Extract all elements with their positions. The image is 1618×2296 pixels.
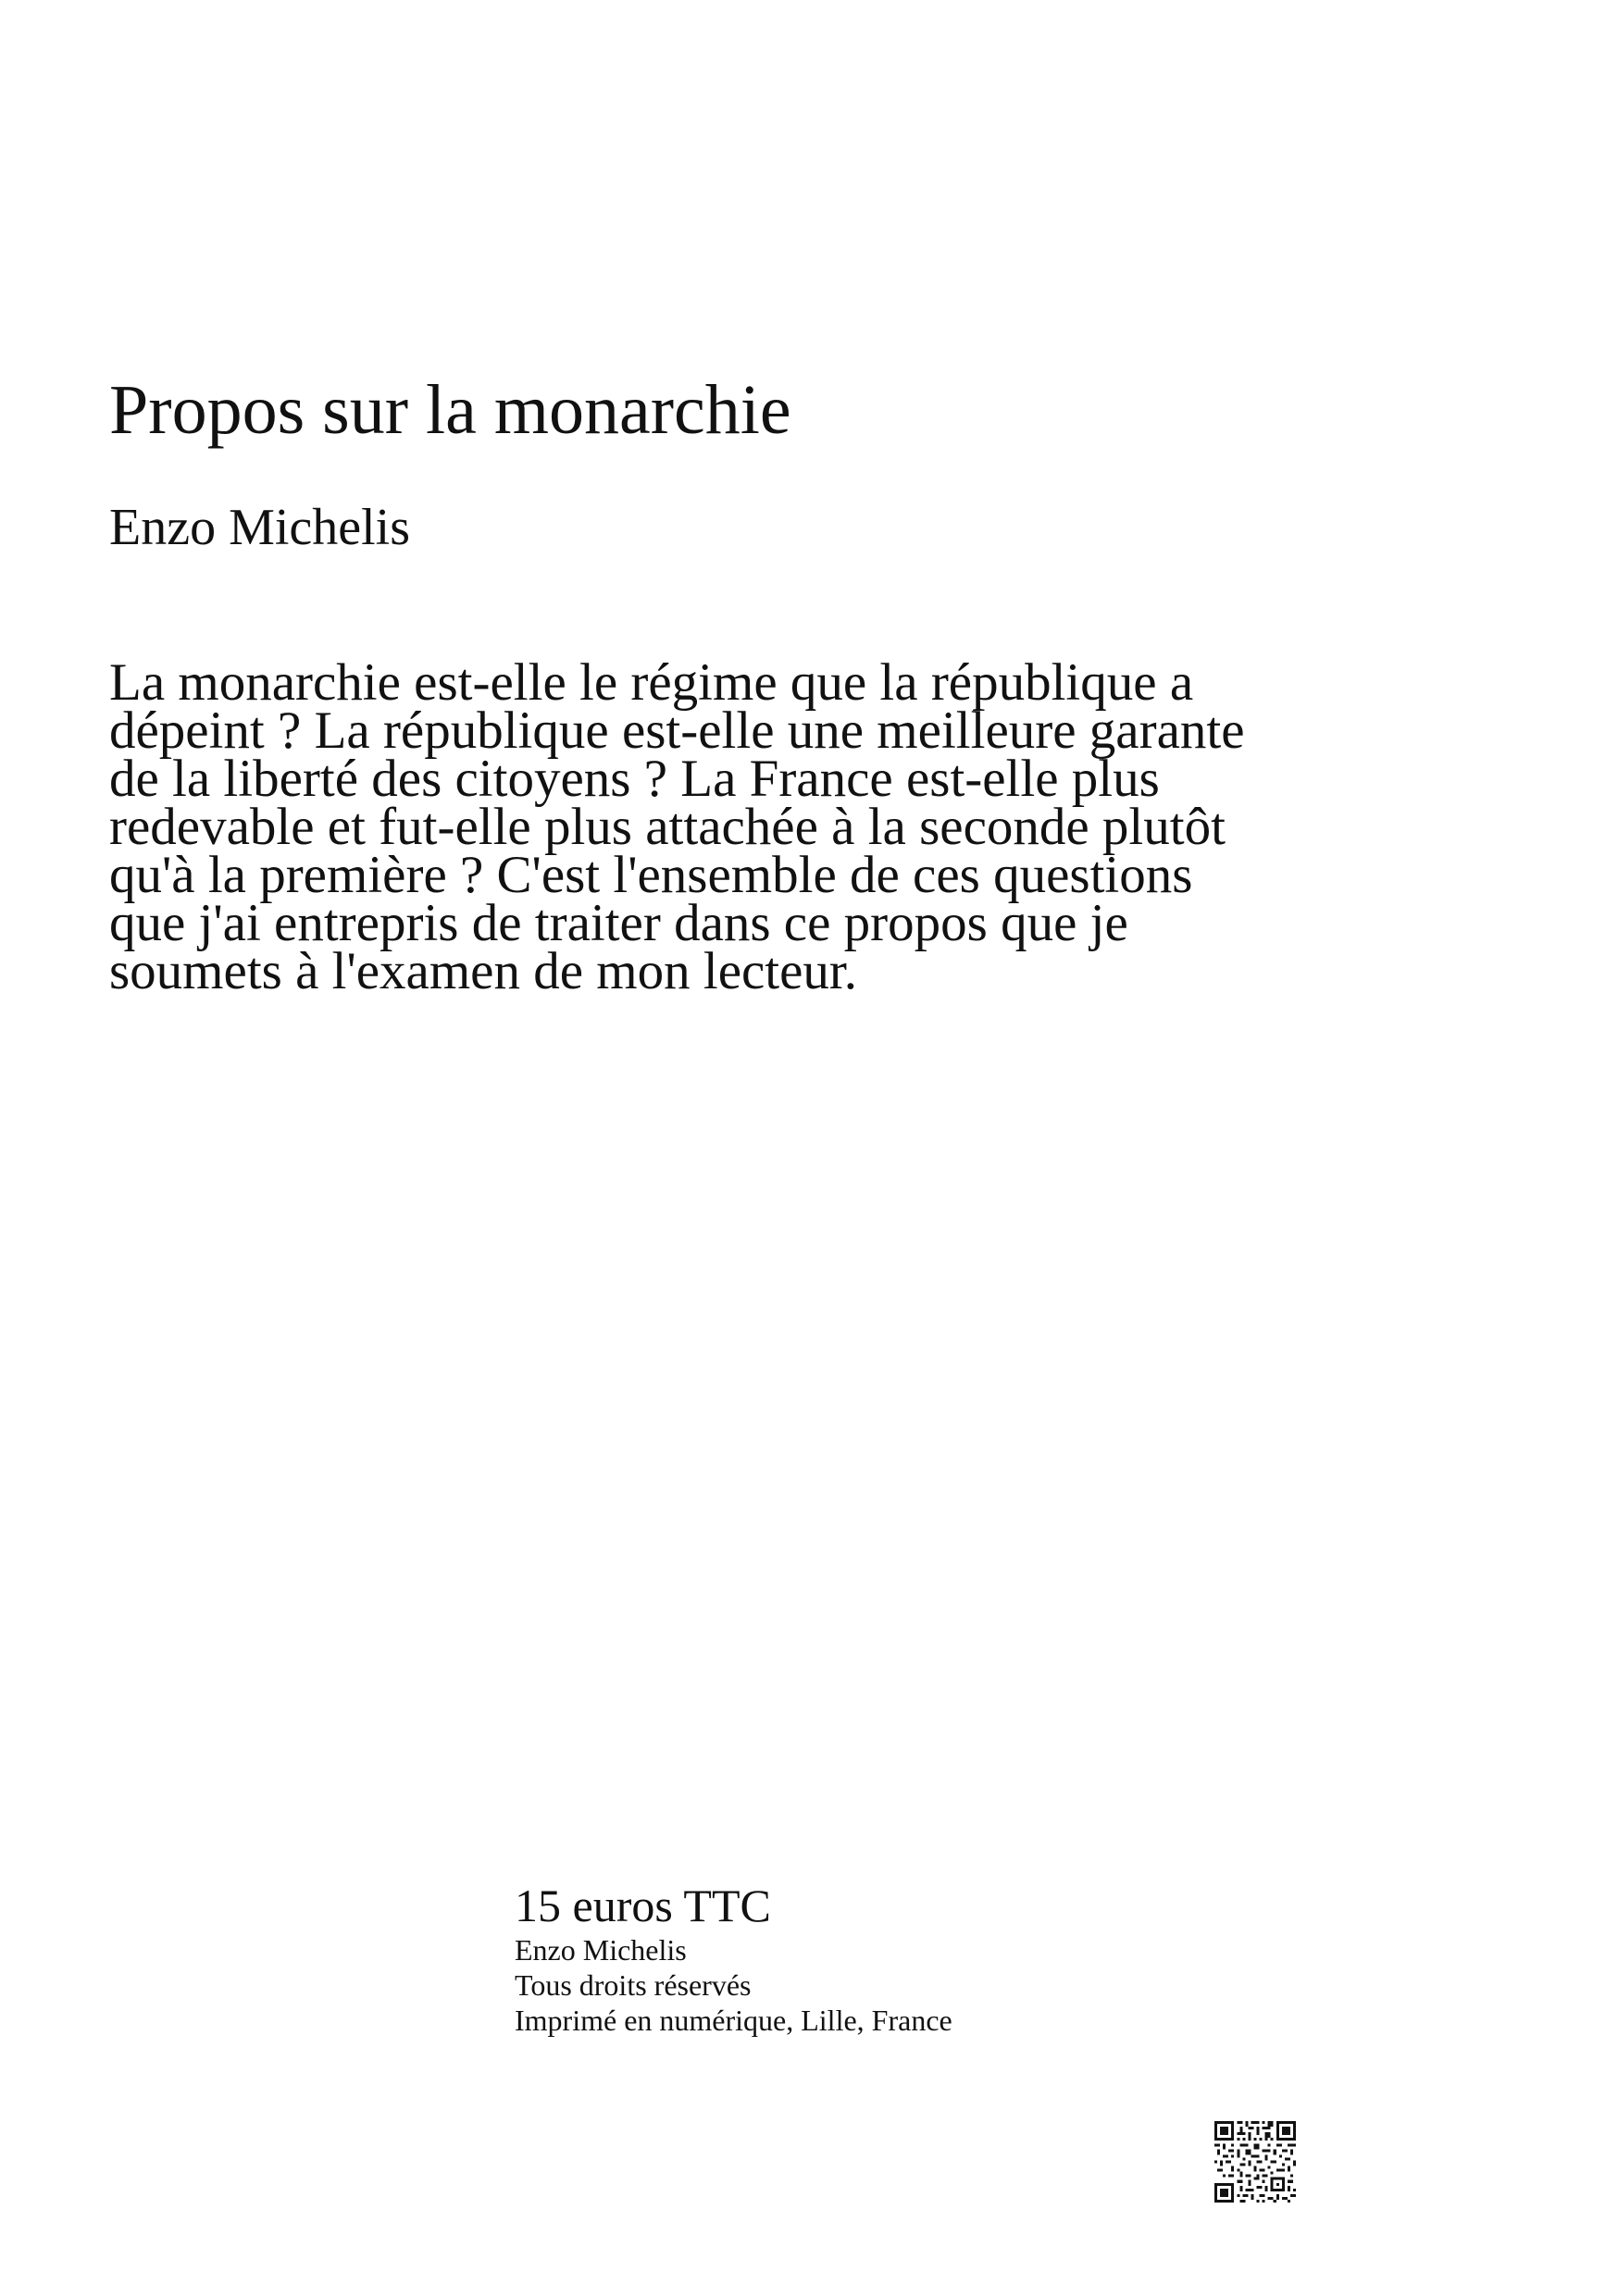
- book-title: Propos sur la monarchie: [109, 371, 791, 449]
- price-label: 15 euros TTC: [515, 1880, 771, 1931]
- author-name: Enzo Michelis: [109, 499, 411, 556]
- publisher-name: Enzo Michelis: [515, 1933, 687, 1967]
- qr-code-icon: [1214, 2121, 1296, 2203]
- book-summary: La monarchie est-elle le régime que la république a dépeint ? La république est-elle une meilleure garante de la liberté des citoyens ? La France est-elle plus redevable et fut-elle plus attachée à la seconde plutôt qu'à la première ? C'est l'ensemble de ces questions que j'ai entrepris de traiter dans ce propos que je soumets à l'examen de mon lecteur.: [109, 653, 1245, 1000]
- printing-location: Imprimé en numérique, Lille, France: [515, 2004, 952, 2037]
- rights-notice: Tous droits réservés: [515, 1968, 752, 2002]
- imprint-block: [515, 1879, 1163, 2038]
